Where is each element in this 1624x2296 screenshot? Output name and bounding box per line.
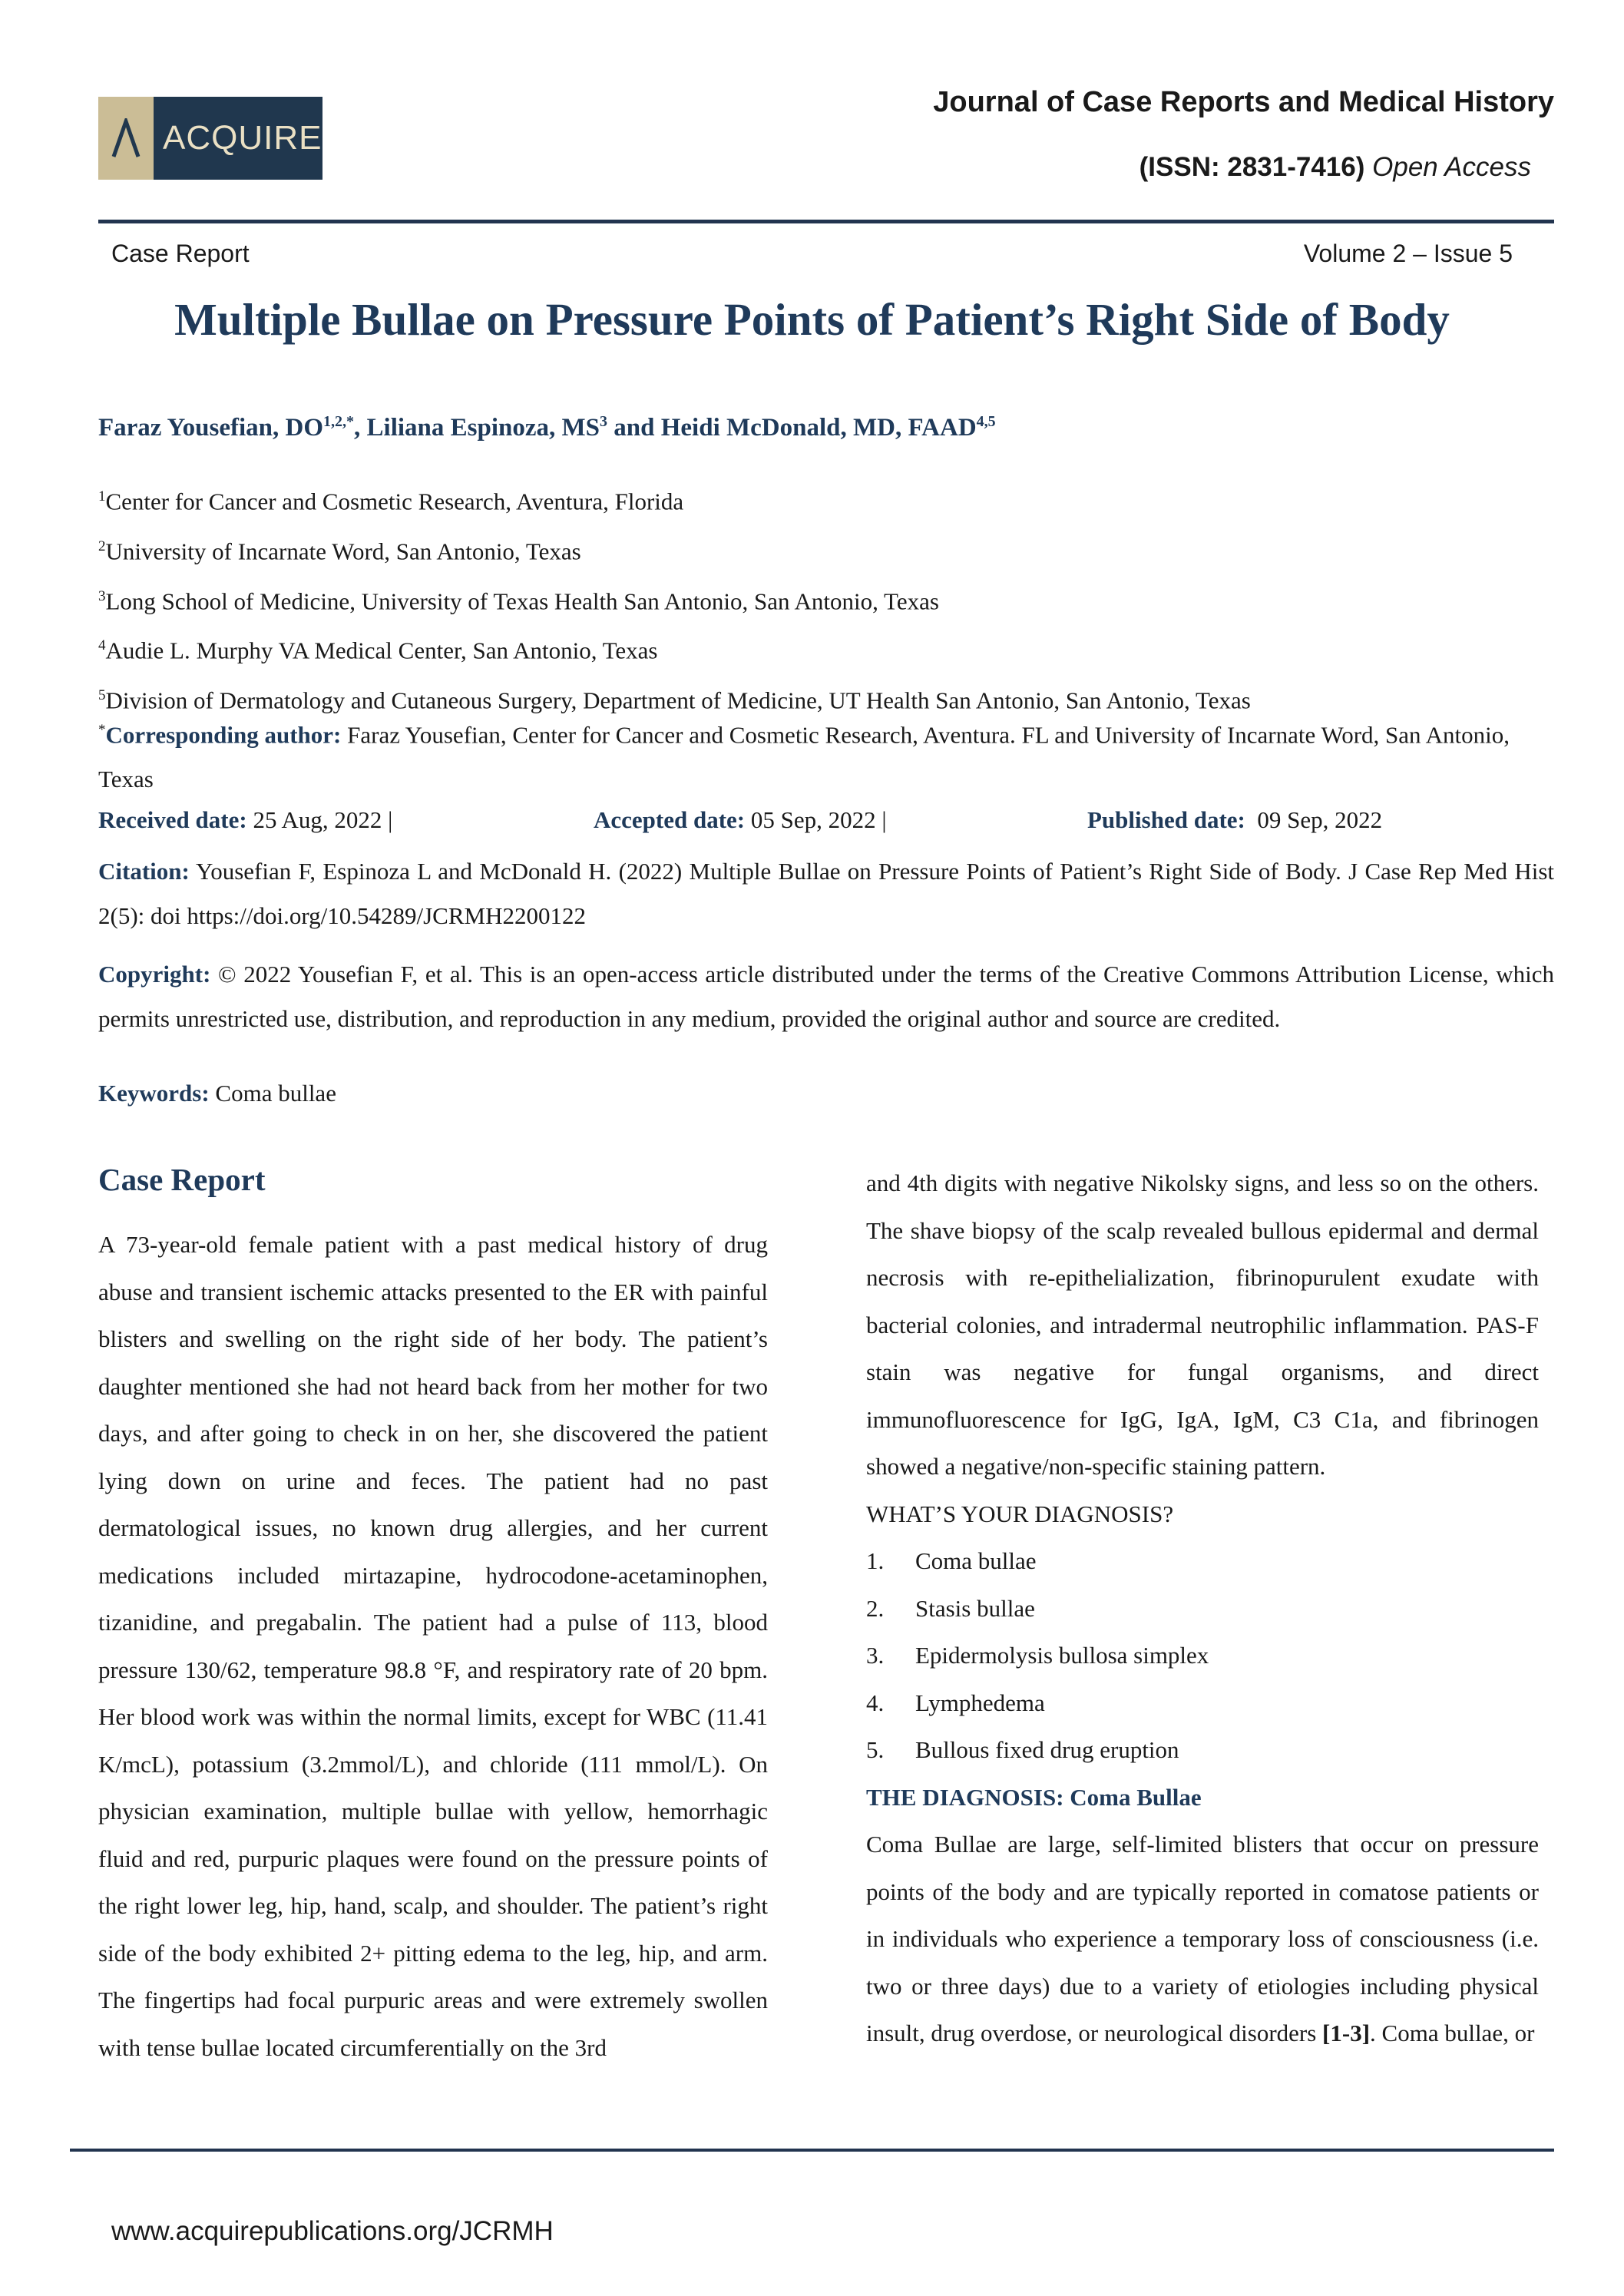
citation: Citation: Yousefian F, Espinoza L and McDonald H. (2022) Multiple Bullae on Pressure Points of Patient’s Right Side of Body. J Case Rep Med Hist 2(5): doi https://doi.org/10.54289/JCRMH2200122 (98, 858, 1554, 929)
logo-wordmark: ACQUIRE (154, 97, 322, 180)
reference-citation: [1-3] (1322, 2020, 1371, 2046)
author-name: Faraz Yousefian, DO (98, 414, 324, 442)
affiliation: $^2$University of Incarnate Word, San Antonio, Texas (98, 538, 581, 565)
diagnosis-heading: THE DIAGNOSIS: Coma Bullae (866, 1783, 1202, 1811)
diagnosis-paragraph: Coma Bullae are large, self-limited blisters that occur on pressure points of the body and are typically reported in comatose patients or in individuals who experience a temporary loss of consciousness (i.e. two or three days) due to a variety of etiologies including physical insult, drug overdose, or neurological disorders [1-3]. Coma bullae, or (866, 1831, 1539, 2046)
case-paragraph-continued: and 4th digits with negative Nikolsky signs, and less so on the others. The shave biopsy of the scalp revealed bullous epidermal and dermal necrosis with re-epithelialization, fibrinopurulent exudate with bacterial colonies, and intradermal neutrophilic inflammation. PAS-F stain was negative for fungal organisms, and direct immunofluorescence for IgG, IgA, IgM, C3 C1a, and fibrinogen showed a negative/non-specific staining pattern. (866, 1170, 1539, 1480)
corresponding-author: *Corresponding author: Faraz Yousefian, Center for Cancer and Cosmetic Research, Aventura. FL and University of Incarnate Word, San Antonio, Texas (98, 721, 1510, 793)
header-divider (98, 220, 1554, 223)
author-affil-mark: 3 (600, 413, 608, 430)
list-item: 1. Coma bullae (866, 1547, 1037, 1574)
keywords: Keywords: Coma bullae (98, 1080, 336, 1107)
affiliation: $^4$Audie L. Murphy VA Medical Center, San Antonio, Texas (98, 637, 658, 664)
open-access-label: Open Access (1372, 152, 1531, 182)
author-name: Liliana Espinoza, MS (366, 414, 600, 442)
affiliation-list (98, 475, 1251, 723)
affiliation: $^5$Division of Dermatology and Cutaneous Surgery, Department of Medicine, UT Health San Antonio, San Antonio, Texas (98, 686, 1251, 714)
affiliation: $^1$Center for Cancer and Cosmetic Research, Aventura, Florida (98, 488, 684, 515)
diagnosis-options (866, 1537, 1539, 1774)
section-heading: Case Report (98, 1162, 266, 1197)
list-item: 5. Bullous fixed drug eruption (866, 1736, 1179, 1763)
left-column (98, 1221, 768, 2071)
footer-url: www.acquirepublications.org/JCRMH (111, 2216, 554, 2246)
received-date: Received date: 25 Aug, 2022 | (98, 806, 393, 833)
volume-issue: Volume 2 – Issue 5 (1303, 240, 1513, 267)
right-column (866, 1160, 1539, 2057)
publisher-logo (98, 97, 322, 180)
diagnosis-question: WHAT’S YOUR DIAGNOSIS? (866, 1500, 1174, 1527)
footer-divider (70, 2149, 1554, 2152)
author-name: Heidi McDonald, MD, FAAD (660, 414, 977, 442)
article-type: Case Report (111, 240, 250, 267)
journal-title: Journal of Case Reports and Medical History (933, 86, 1554, 118)
author-list: Faraz Yousefian, $DO^{1,2,*}$, Liliana Espinoza, $MS^3$ and Heidi McDonald, MD, FAAD$^{4,5}$ (98, 413, 996, 442)
accepted-date: Accepted date: 05 Sep, 2022 | (594, 806, 887, 833)
issn: (ISSN: 2831-7416) (1139, 152, 1365, 182)
list-item: 4. Lymphedema (866, 1689, 1045, 1716)
author-affil-mark: 4,5 (976, 413, 996, 430)
logo-mark-icon (98, 97, 154, 180)
case-paragraph: A 73-year-old female patient with a past medical history of drug abuse and transient ischemic attacks presented to the ER with painful blisters and swelling on the right side of her body. The patient’s daughter mentioned she had not heard back from her mother for two days, and after going to check in on her, she discovered the patient lying down on urine and feces. The patient had no past dermatological issues, no known drug allergies, and her current medications included mirtazapine, hydrocodone-acetaminophen, tizanidine, and pregabalin. The patient had a pulse of 113, blood pressure 130/62, temperature 98.8 °F, and respiratory rate of 20 bpm. Her blood work was within the normal limits, except for WBC (11.41 K/mcL), potassium (3.2mmol/L), and chloride (111 mmol/L). On physician examination, multiple bullae with yellow, hemorrhagic fluid and red, purpuric plaques were found on the pressure points of the right lower leg, hip, hand, scalp, and shoulder. The patient’s right side of the body exhibited 2+ pitting edema to the leg, hip, and arm. The fingertips had focal purpuric areas and were extremely swollen with tense bullae located circumferentially on the 3rd (98, 1231, 768, 2061)
author-affil-mark: 1,2,* (323, 413, 355, 430)
list-item: 2. Stasis bullae (866, 1594, 1035, 1622)
affiliation: $^3$Long School of Medicine, University of Texas Health San Antonio, San Antonio, Texas (98, 587, 939, 614)
article-title: Multiple Bullae on Pressure Points of Patient’s Right Side of Body (174, 294, 1450, 345)
copyright-notice: Copyright: © 2022 Yousefian F, et al. This is an open-access article distributed under the terms of the Creative Commons Attribution License, which permits unrestricted use, distribution, and reproduction in any medium, provided the original author and source are credited. (98, 961, 1554, 1032)
published-date: Published date: 09 Sep, 2022 (1087, 806, 1383, 833)
list-item: 3. Epidermolysis bullosa simplex (866, 1642, 1209, 1669)
issn-line (1139, 152, 1531, 183)
